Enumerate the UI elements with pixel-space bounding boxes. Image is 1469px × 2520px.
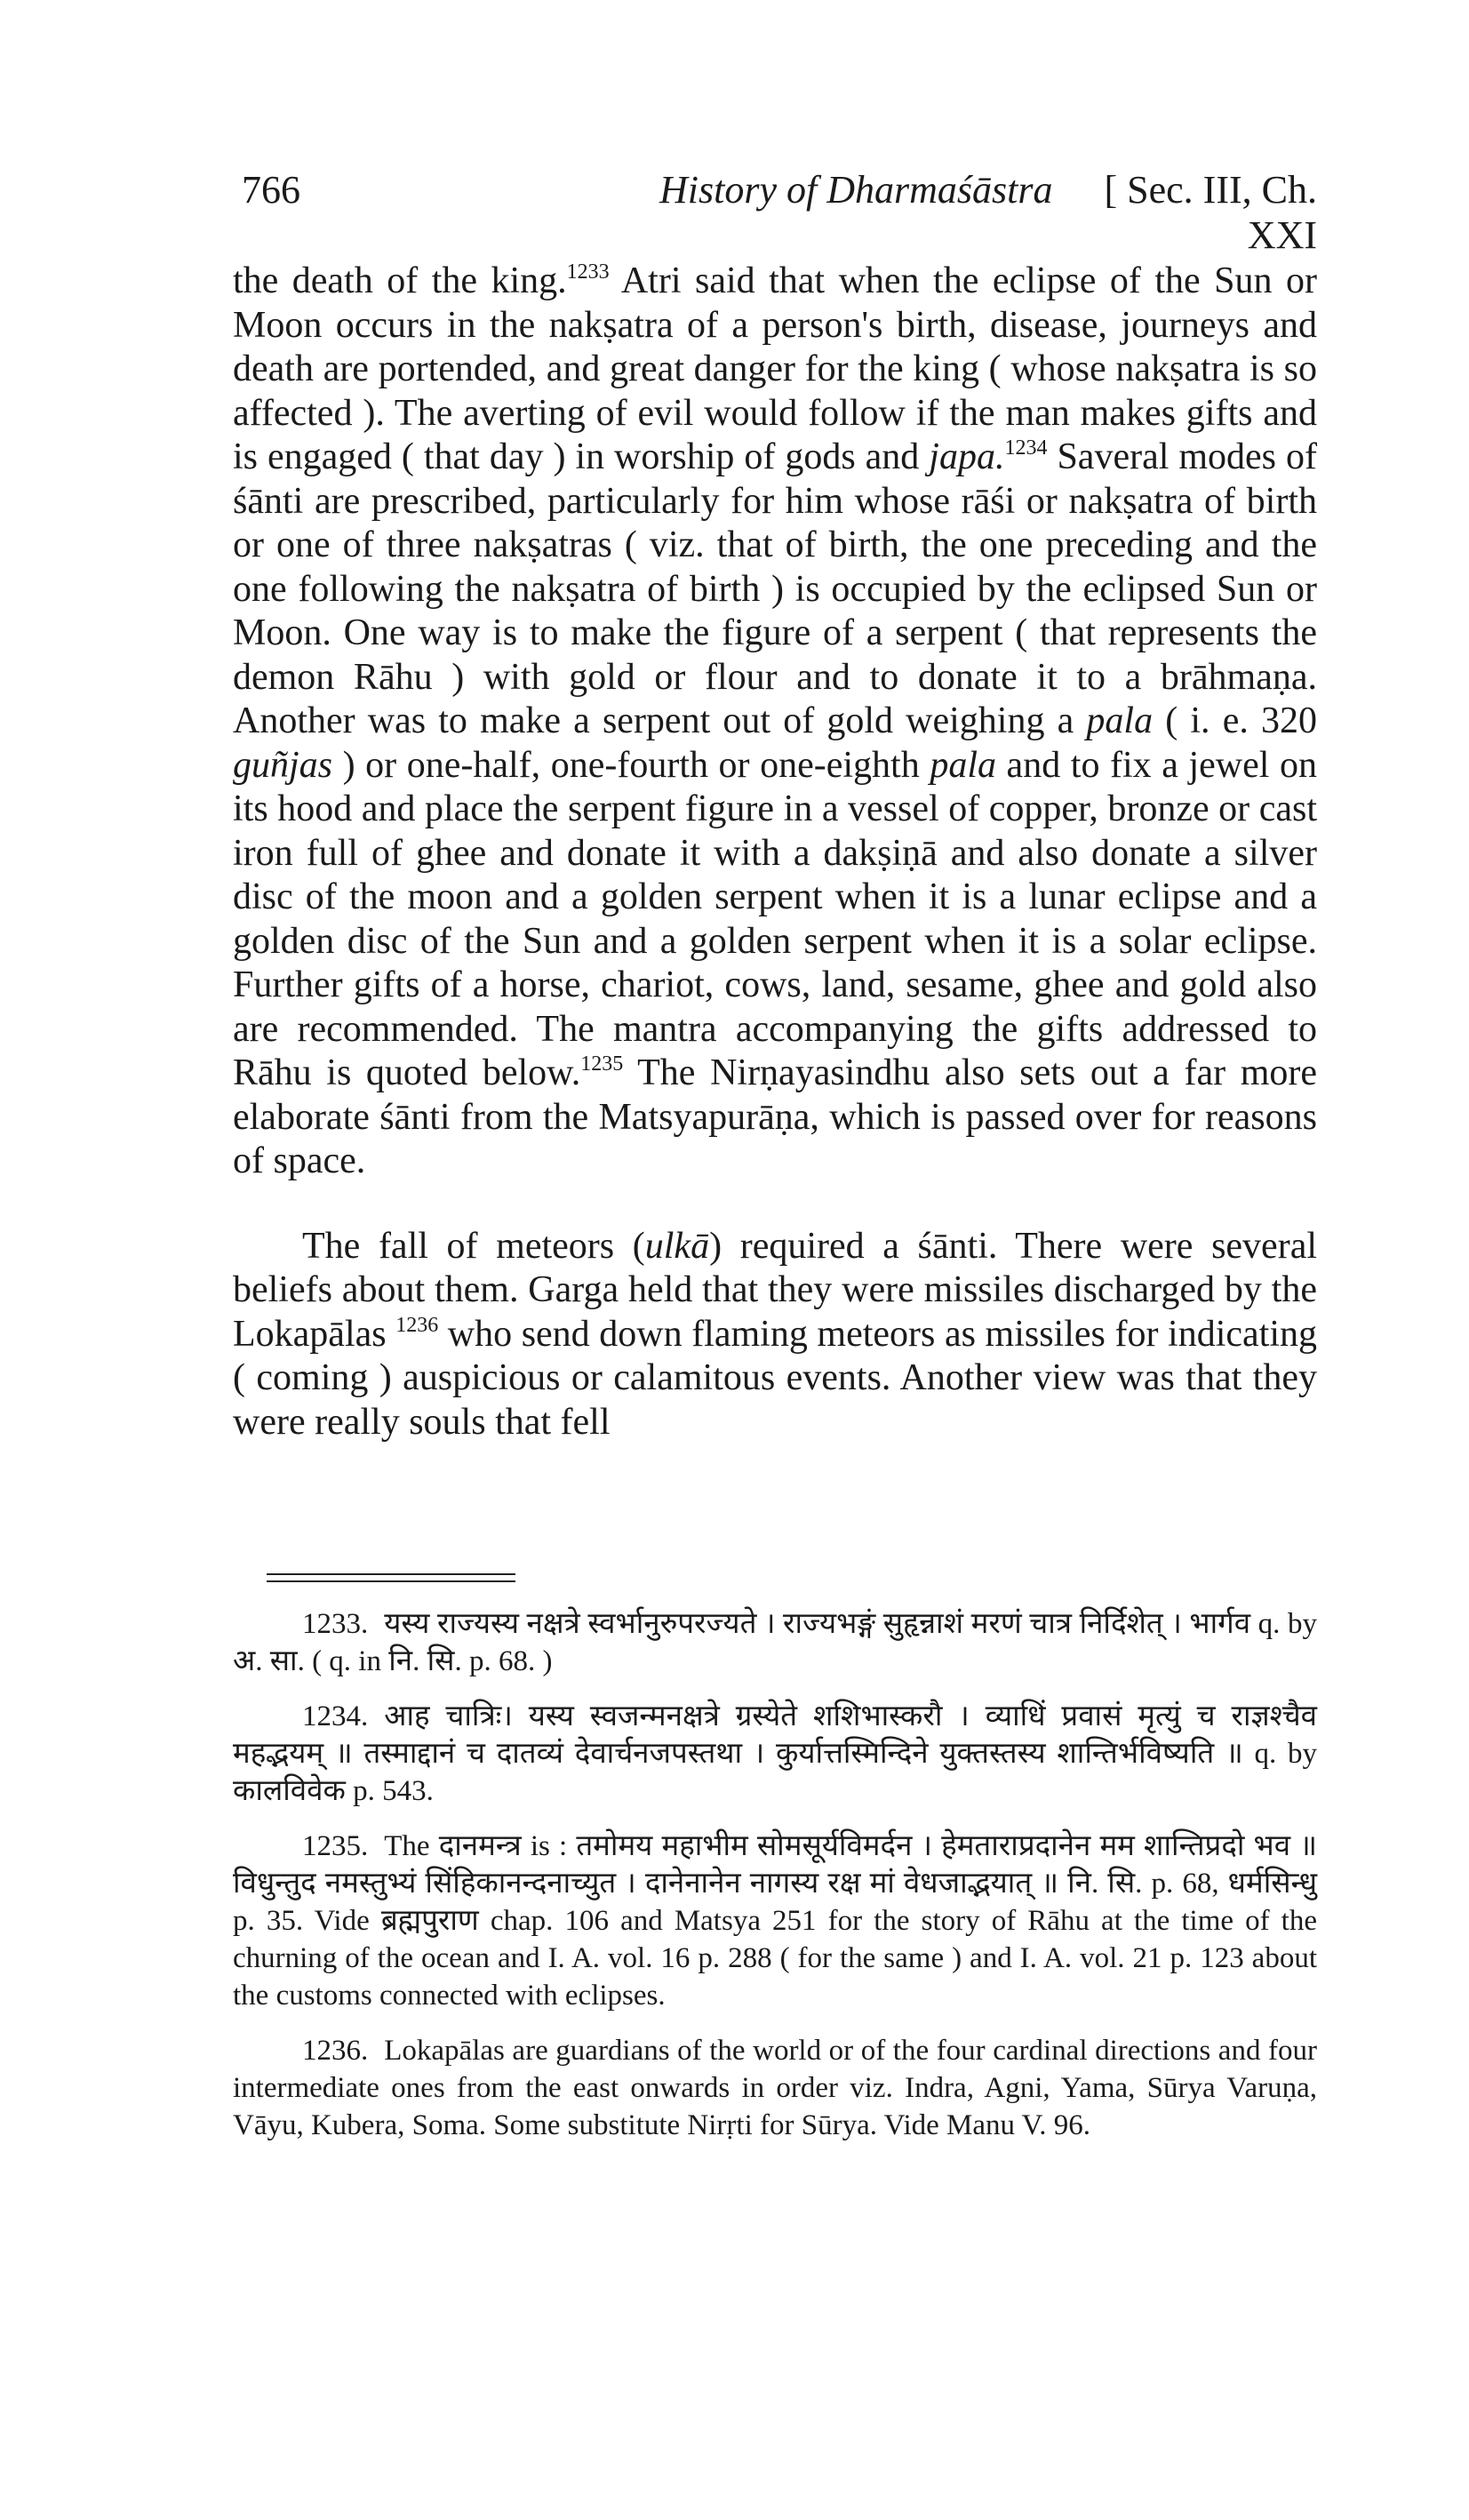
paragraph-eclipse-santi: [233, 260, 1317, 1184]
footnote-ref-1235: 1235: [580, 1052, 624, 1076]
footnote-1236: [233, 2032, 1317, 2144]
text-run: ( i. e. 320: [1153, 700, 1317, 741]
footnote-number: 1233.: [302, 1608, 369, 1640]
text-run: the death of the king.: [233, 260, 567, 301]
footnote-text: यस्य राज्यस्य नक्षत्रे स्वर्भानुरुपरज्यते । राज्यभङ्गं सुहृन्नाशं मरणं चात्र निर्दिशेत् । भार्गव q. by अ. सा. ( q. in नि. सि. p. 68. ): [233, 1608, 1317, 1677]
running-title: History of Dharmaśāstra: [659, 168, 1053, 212]
main-text: [233, 260, 1317, 1444]
italic-term: japa.: [929, 436, 1005, 477]
text-run: Saveral modes of śānti are prescribed, particularly for him whose rāśi or nakṣatra of birth or one of three nakṣatras ( viz. that of birth, the one preceding and the one following the nakṣatra of birth ) is occupied by the eclipsed Sun or Moon. One way is to make the figure of a serpent ( that represents the demon Rāhu ) with gold or flour and to donate it to a brāhmaṇa. Another was to make a serpent out of gold weighing a: [233, 436, 1317, 741]
footnote-number: 1235.: [302, 1830, 369, 1862]
footnote-text: Lokapālas are guardians of the world or of the four cardinal directions and four intermediate ones from the east onwards in order viz. Indra, Agni, Yama, Sūrya Varuṇa, Vāyu, Kubera, Soma. Some substitute Nirṛti for Sūrya. Vide Manu V. 96.: [233, 2035, 1317, 2141]
text-run: who send down flaming meteors as missiles for indicating ( coming ) auspicious or calamitous events. Another view was that they were really souls that fell: [233, 1313, 1317, 1443]
italic-term: guñjas: [233, 744, 333, 786]
footnote-ref-1234: 1234: [1004, 436, 1048, 460]
text-run: ) required a śānti. There were several beliefs about them. Garga held that they were missiles discharged by the Lokapālas: [233, 1225, 1317, 1355]
footnote-number: 1234.: [302, 1700, 369, 1732]
text-run: ) or one-half, one-fourth or one-eighth: [332, 744, 930, 786]
footnote-ref-1236: 1236: [395, 1313, 439, 1337]
text-run: Atri said that when the eclipse of the Sun or Moon occurs in the nakṣatra of a person's birth, disease, journeys and death are portended, and great danger for the king ( whose nakṣatra is so affected ). The averting of evil would follow if the man makes gifts and is engaged ( that day ) in worship of gods and: [233, 260, 1317, 477]
section-reference: [ Sec. III, Ch. XXI: [1104, 168, 1317, 257]
footnote-text: The दानमन्त्र is : तमोमय महाभीम सोमसूर्यविमर्दन । हेमताराप्रदानेन मम शान्तिप्रदो भव ॥ विधुन्तुद नमस्तुभ्यं सिंहिकानन्दनाच्युत । दानेनानेन नागस्य रक्ष मां वेधजाद्भयात् ॥ नि. सि. p. 68, धर्मसिन्धु p. 35. Vide ब्रह्मपुराण chap. 106 and Matsya 251 for the story of Rāhu at the time of the churning of the ocean and I. A. vol. 16 p. 288 ( for the same ) and I. A. vol. 21 p. 123 about the customs connected with eclipses.: [233, 1830, 1317, 2012]
footnote-1235: [233, 1828, 1317, 2014]
footnote-1234: [233, 1698, 1317, 1810]
text-run: and to fix a jewel on its hood and place the serpent figure in a vessel of copper, bronze or cast iron full of ghee and donate it with a dakṣiṇā and also donate a silver disc of the moon and a golden serpent when it is a lunar eclipse and a golden disc of the Sun and a golden serpent when it is a solar eclipse. Further gifts of a horse, chariot, cows, land, sesame, ghee and gold also are recommended. The mantra accompanying the gifts addressed to Rāhu is quoted below.: [233, 744, 1317, 1093]
italic-term: ulkā: [644, 1225, 710, 1267]
running-header: [242, 167, 1317, 257]
italic-term: pala: [930, 744, 996, 786]
page-number: 766: [242, 168, 300, 212]
text-run: The Nirṇayasindhu also sets out a far more elaborate śānti from the Matsyapurāṇa, which is passed over for reasons of space.: [233, 1052, 1317, 1181]
footnotes: [233, 1605, 1317, 2162]
footnote-number: 1236.: [302, 2035, 369, 2067]
footnote-ref-1233: 1233: [566, 260, 610, 284]
footnote-divider: [267, 1573, 515, 1582]
text-run: The fall of meteors (: [302, 1225, 645, 1267]
italic-term: pala: [1086, 700, 1154, 741]
footnote-text: आह चात्रिः। यस्य स्वजन्मनक्षत्रे ग्रस्येते शशिभास्करौ । व्याधिं प्रवासं मृत्युं च राज्ञश्चैव महद्भयम् ॥ तस्माद्दानं च दातव्यं देवार्चनजपस्तथा । कुर्यात्तस्मिन्दिने युक्तस्तस्य शान्तिर्भविष्यति ॥ q. by कालविवेक p. 543.: [233, 1700, 1317, 1807]
footnote-1233: [233, 1605, 1317, 1680]
paragraph-meteors: [233, 1225, 1317, 1445]
